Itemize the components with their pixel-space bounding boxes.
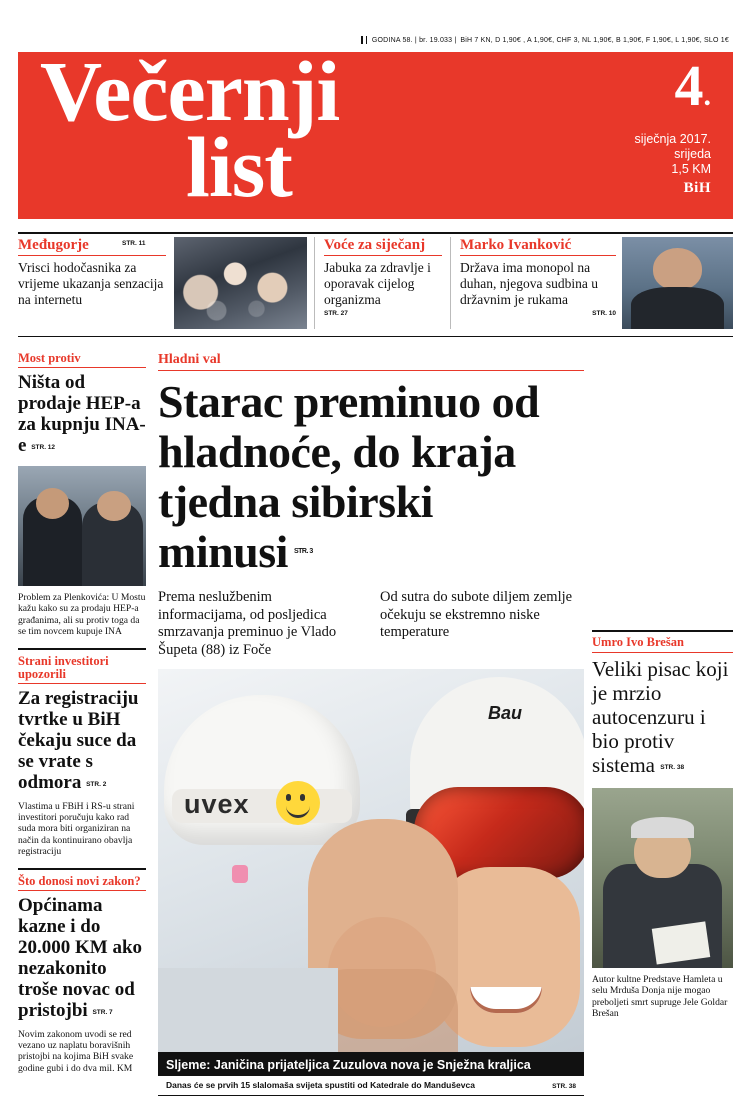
story-caption: Problem za Plenkovića: U Mostu kažu kako su za prodaju HEP-a građanima, ali su protiv toga da se tim novcem kupuje INA [18, 592, 146, 638]
story-kicker: Strani investitori upozorili [18, 655, 146, 684]
promo-str: STR. 27 [324, 310, 348, 317]
lead-caption-sub: Danas će se prvih 15 slalomaša svijeta spustiti od Katedrale do Manduševca [166, 1080, 475, 1090]
lead-photo-skiers [158, 669, 584, 1052]
masthead-date-block [521, 132, 711, 177]
promo-divider [450, 237, 451, 329]
story-headline-text: Za registraciju tvrtke u BiH čekaju suce da se vrate s odmora [18, 687, 139, 793]
promo-text: Jabuka za zdravlje i oporavak cijelog organizma [324, 260, 431, 307]
promo-str: STR. 11 [122, 240, 146, 247]
photo-bresan [592, 788, 733, 968]
lead-caption-bar [158, 1052, 584, 1076]
promo-item-medjugorje[interactable] [18, 237, 166, 308]
promo-title: Voće za siječanj [324, 237, 442, 256]
promo-photo-portrait [622, 237, 733, 329]
strip-bar-icon [361, 36, 363, 44]
story-str: STR. 7 [92, 1008, 113, 1016]
lead-caption: Sljeme: Janičina prijateljica Zuzulova nova je Snježna kraljica [166, 1058, 531, 1072]
story-caption: Novim zakonom uvodi se red vezano uz naplatu boravišnih pristojbi na kojima BiH svake godine gubi i do dva mil. KM [18, 1028, 134, 1074]
date: siječnja 2017. [634, 132, 711, 146]
story-str: STR. 2 [86, 780, 107, 788]
lead-deck-left: Prema neslužbenim informacijama, od posljedica smrzavanja preminuo je Vlado Šupeta (88) iz Foče [158, 589, 337, 658]
promo-text: Država ima monopol na duhan, njegova sudbina u državnim je rukama [460, 260, 598, 307]
issue-number [521, 53, 711, 122]
story-str: STR. 12 [31, 444, 56, 451]
promo-rule-top [18, 232, 733, 234]
lead-story[interactable] [158, 352, 584, 1096]
story-headline-text: Ništa od prodaje HEP-a za kupnju INA-e [18, 372, 146, 456]
left-story-hep[interactable] [18, 352, 146, 638]
masthead-title [40, 43, 340, 215]
lead-decks [158, 589, 584, 659]
story-headline [18, 372, 146, 458]
promo-rule-bottom [18, 336, 733, 337]
story-headline [18, 688, 146, 795]
promo-row [18, 232, 733, 337]
lead-headline [158, 377, 584, 577]
left-story-registracija[interactable] [18, 648, 146, 858]
strip-bar-icon [366, 36, 367, 44]
story-headline [592, 657, 733, 780]
left-column [18, 352, 146, 1074]
promo-title: Marko Ivanković [460, 237, 616, 256]
lead-headline-text: Starac preminuo od hladnoće, do kraja tjedna sibirski minusi [158, 376, 540, 577]
price-info: BiH 7 KN, D 1,90€ , A 1,90€, CHF 3, NL 1,90€, B 1,90€, F 1,90€, L 1,90€, SLO 1€ [460, 36, 729, 44]
lead-caption-str: STR. 38 [552, 1083, 576, 1090]
story-headline-text: Veliki pisac koji je mrzio autocenzuru i bio protiv sistema [592, 657, 729, 777]
smiley-icon [276, 781, 320, 825]
promo-photo-crowd [174, 237, 307, 329]
story-str: STR. 38 [660, 764, 685, 771]
story-caption: Vlastima u FBiH i RS-u strani investitori poručuju kako rad suda mora biti organiziran na način da kontinuirano obavlja registraciju [18, 800, 135, 858]
lead-caption-sub-bar [158, 1076, 584, 1096]
price: 1,5 KM [671, 162, 711, 176]
promo-item-ivankovic[interactable] [460, 237, 616, 317]
story-kicker: Umro Ivo Brešan [592, 630, 733, 653]
issue-info: GODINA 58. | br. 19.033 | [371, 36, 457, 44]
story-caption: Autor kultne Predstave Hamleta u selu Mrduša Donja nije mogao preboljeti smrt supruge Jele Goldar Brešan [592, 974, 728, 1020]
promo-title: Međugorje [18, 237, 166, 256]
story-kicker: Što donosi novi zakon? [18, 875, 146, 891]
issue-number-dot: . [703, 79, 711, 112]
promo-text: Vrisci hodočasnika za vrijeme ukazanja senzacija na internetu [18, 260, 164, 307]
promo-str: STR. 10 [592, 310, 616, 317]
right-column[interactable] [592, 630, 733, 1020]
photo-plenkovic [18, 466, 146, 586]
lead-str: STR. 3 [293, 548, 313, 555]
edition-label: BiH [683, 180, 711, 196]
left-story-opcine[interactable] [18, 868, 146, 1075]
weekday: srijeda [674, 147, 711, 161]
issue-number-value: 4 [674, 53, 704, 118]
masthead-title-line2: list [186, 119, 292, 215]
masthead-info [521, 53, 711, 197]
hat-brand-text: uvex [184, 789, 250, 819]
helmet-brand-text: Bau [488, 703, 523, 723]
lead-kicker: Hladni val [158, 352, 584, 371]
story-headline-text: Općinama kazne i do 20.000 KM ako nezakonito troše novac od pristojbi [18, 894, 143, 1021]
promo-divider [314, 237, 315, 329]
promo-item-voce[interactable] [324, 237, 442, 317]
story-kicker: Most protiv [18, 352, 146, 368]
masthead [18, 43, 733, 219]
masthead-title-line1: Večernji [40, 43, 340, 139]
story-headline [18, 895, 146, 1023]
lead-deck-right: Od sutra do subote diljem zemlje očekuju se ekstremno niske temperature [380, 589, 573, 640]
